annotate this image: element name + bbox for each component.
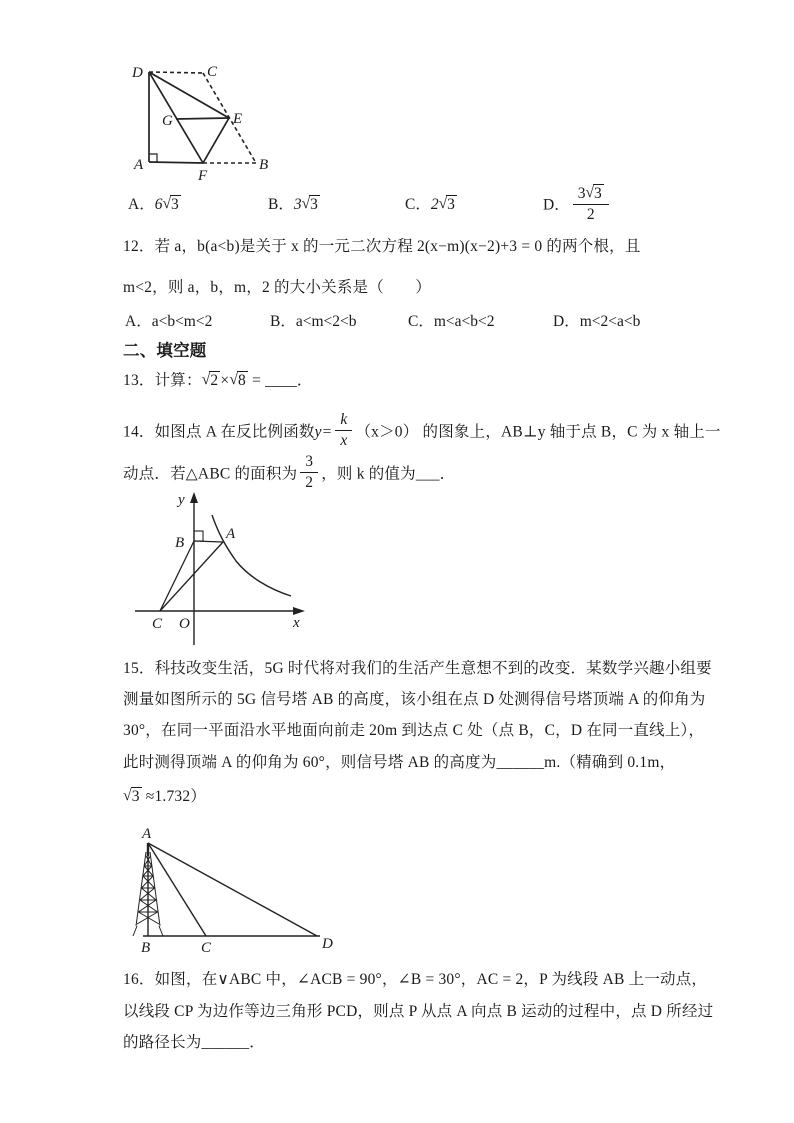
fraction-numerator: k [335,412,352,431]
q16-line2: 以线段 CP 为边作等边三角形 PCD，则点 P 从点 A 向点 B 运动的过程中，点 D 所经过 [123,1003,714,1020]
q11-option-b-coeff: 3 [293,196,302,213]
radicand: 3 [310,196,318,213]
radicand: 3 [593,185,602,202]
q11-label-F: F [198,168,208,184]
q14-y-equals: y= [314,423,333,441]
q14-line1-post: （x＞0） 的图象上，AB⊥y 轴于点 B，C 为 x 轴上一 [355,423,721,441]
q14-line2 [123,453,456,494]
q11-option-c-coeff: 2 [430,196,439,213]
q11-option-a [128,192,181,214]
q13-radical-2 [229,370,248,392]
q14-line1 [123,411,721,452]
q15-radical-3 [123,786,142,808]
q14-graph-figure [125,490,310,652]
times-sign: × [220,372,230,389]
q11-option-b [268,192,320,214]
q16-line1: 16．如图，在∨ABC 中，∠ACB = 90°，∠B = 30°，AC = 2，P 为线段 AB 上一动点， [123,971,708,988]
radicand: 8 [238,372,246,389]
q13-answer-blank: ____ [265,372,297,389]
q14-label-O: O [179,616,190,632]
sqrt-sign: √ [162,195,171,212]
fraction-denominator: 2 [586,206,595,224]
q15-label-B: B [141,940,151,956]
q15-line1: 15．科技改变生活，5G 时代将对我们的生活产生意想不到的改变．某数学兴趣小组要 [123,660,712,677]
radicand: 2 [210,372,219,389]
x-axis-arrow [293,607,305,615]
q14-line1-pre: 14．如图点 A 在反比例函数 [123,423,315,441]
q12-line2: m<2，则 a，b，m，2 的大小关系是（ ） [123,279,432,296]
sqrt-sign: √ [201,371,211,388]
q15-line5 [123,786,206,808]
q11-solid-lines [149,72,229,163]
section-2-header: 二、填空题 [123,341,207,360]
q14-hyperbola-curve [212,515,291,596]
q11-label-B: B [259,157,269,173]
sqrt-sign: √ [123,787,132,804]
fraction-denominator: 2 [305,474,314,492]
q14-label-A: A [226,526,236,542]
q14-label-y: y [178,492,185,508]
fraction-denominator: x [340,432,348,450]
q11-option-c [405,192,457,214]
radicand: 3 [170,196,179,213]
fraction-numerator [573,184,609,205]
q13-line [123,370,313,392]
q13-radical-1 [202,370,221,392]
q14-right-angle-mark [194,531,203,541]
radicand: 3 [447,196,455,213]
sqrt-sign: √ [229,371,239,388]
q14-segments [160,541,223,611]
q13-prefix: 13．计算： [123,372,202,389]
q15-tower-figure [110,826,350,962]
q11-option-d-fraction [573,184,609,224]
q11-label-A: A [134,157,144,173]
period: ． [296,372,313,389]
q11-geometry-figure [126,56,311,188]
equals-sign: = [248,372,266,389]
q14-label-B: B [175,535,185,551]
q14-line2-pre: 动点．若△ABC 的面积为 [123,465,298,483]
q11-label-E: E [233,111,243,127]
q12-option-d: D．m<2<a<b [553,313,641,330]
q11-option-a-radical [162,195,180,214]
q15-triangle-lines [143,843,320,936]
q11-right-angle-mark [149,154,157,162]
q12-line1: 12．若 a，b(a<b)是关于 x 的一元二次方程 2(x−m)(x−2)+3 = 0 的两个根，且 [123,238,641,255]
q11-label-C: C [207,64,218,80]
q12-option-b: B．a<m<2<b [270,313,357,330]
q14-fraction-k-x [335,412,352,450]
q14-fraction-3-2 [300,454,318,492]
q11-option-c-label: C． [405,196,431,213]
q11-option-b-label: B． [268,196,294,213]
y-axis-arrow [190,492,198,503]
q11-option-b-radical [302,195,320,214]
sqrt-sign: √ [585,184,594,201]
q11-option-d-label: D． [543,196,570,214]
q15-line5-rest: ≈1.732） [141,788,207,805]
q15-label-A: A [142,826,152,842]
q14-label-x: x [293,615,300,631]
radicand: 3 [131,788,140,805]
q15-line2: 测量如图所示的 5G 信号塔 AB 的高度，该小组在点 D 处测得信号塔顶端 A 的仰角为 [123,691,706,708]
coeff: 3 [577,185,586,202]
fraction-numerator: 3 [300,454,318,473]
sqrt-sign: √ [301,195,311,212]
q14-line2-post: ，则 k 的值为___． [321,465,456,483]
q11-option-a-coeff: 6 [154,196,163,213]
q15-line3: 30°，在同一平面沿水平地面向前走 20m 到达点 C 处（点 B，C，D 在同一直线上）， [123,722,705,739]
q11-label-G: G [162,113,173,129]
q11-option-d [543,186,612,226]
q14-label-C: C [152,616,163,632]
q12-option-a: A．a<b<m<2 [125,313,213,330]
q16-line3: 的路径长为______． [123,1034,265,1051]
q11-label-D: D [132,65,143,81]
q12-option-c: C．m<a<b<2 [408,313,495,330]
radical [585,184,603,202]
q11-option-c-radical [439,195,457,214]
q15-label-D: D [322,936,333,952]
q15-label-C: C [201,940,212,956]
q11-option-a-label: A． [128,196,155,213]
sqrt-sign: √ [438,195,448,212]
q15-line4: 此时测得顶端 A 的仰角为 60°，则信号塔 AB 的高度为______m.（精确到 0.1m， [123,754,676,771]
